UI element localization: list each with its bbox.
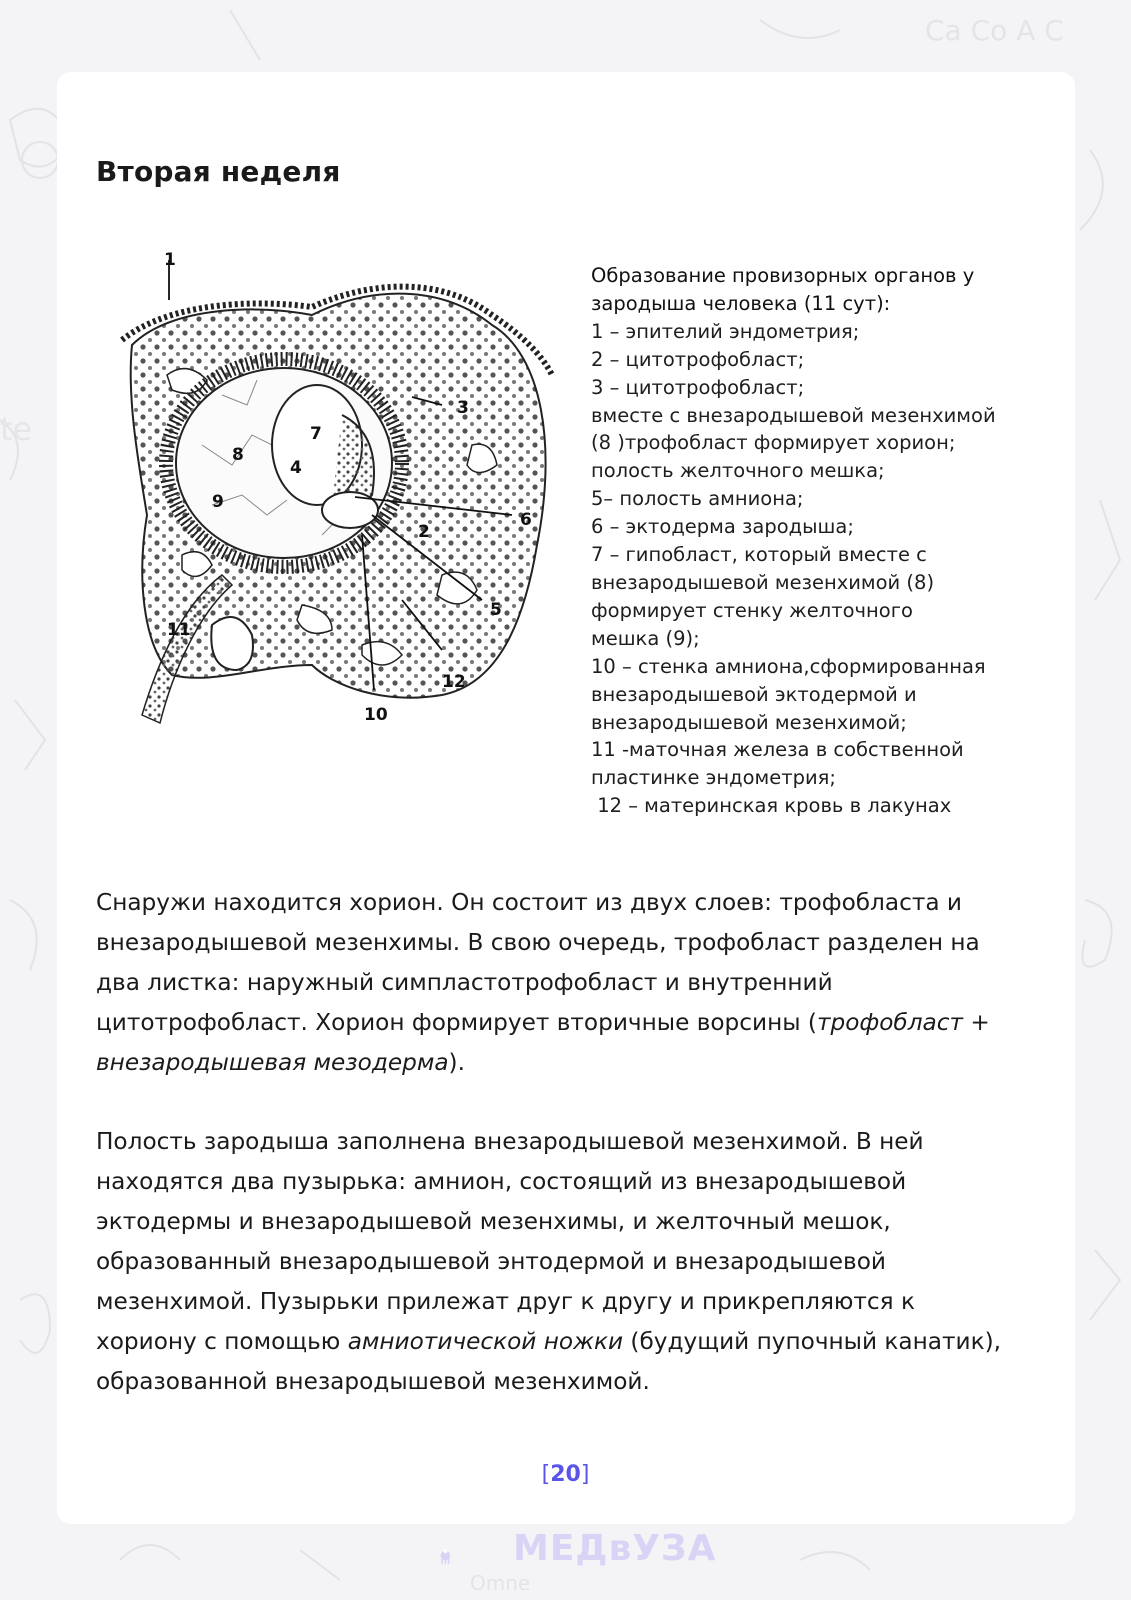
text-run: ). bbox=[448, 1049, 465, 1076]
svg-text:Omne: Omne bbox=[470, 1571, 531, 1595]
svg-text:te: te bbox=[0, 410, 33, 448]
text-run: цитотрофобласт. Хорион формирует вторичные ворсины ( bbox=[96, 1009, 817, 1036]
caption-line: (8 )трофобласт формирует хорион; bbox=[591, 431, 956, 455]
fig-label-5: 5 bbox=[490, 600, 502, 620]
caption-line: Образование провизорных органов у bbox=[591, 264, 975, 287]
text-line: два листка: наружный симпластотрофобласт и внутренний bbox=[96, 969, 833, 996]
page-number-value: 20 bbox=[550, 1462, 581, 1487]
fig-label-6: 6 bbox=[520, 510, 532, 530]
italic-term: трофобласт + bbox=[816, 1009, 990, 1036]
embryo-diagram bbox=[112, 245, 567, 745]
italic-term: амниотической ножки bbox=[347, 1328, 624, 1355]
caption-line: 3 – цитотрофобласт; bbox=[591, 375, 805, 399]
caption-line: зародыша человека (11 сут): bbox=[591, 291, 891, 315]
text-line: эктодермы и внезародышевой мезенхимы, и желточный мешок, bbox=[96, 1208, 891, 1235]
text-line: внезародышевой мезенхимы. В свою очередь, трофобласт разделен на bbox=[96, 929, 980, 956]
fig-label-3: 3 bbox=[457, 398, 469, 418]
page-number bbox=[0, 1462, 1131, 1487]
svg-text:Ca Co A C: Ca Co A C bbox=[925, 14, 1064, 47]
italic-term: внезародышевая мезодерма bbox=[96, 1049, 449, 1076]
text-line bbox=[96, 1003, 1056, 1043]
text-run: хориону с помощью bbox=[96, 1328, 348, 1355]
fig-label-1: 1 bbox=[164, 250, 176, 270]
text-line: Полость зародыша заполнена внезародышевой мезенхимой. В ней bbox=[96, 1128, 924, 1155]
caption-line: внезародышевой мезенхимой (8) bbox=[591, 570, 935, 594]
page-title: Вторая неделя bbox=[96, 155, 341, 188]
caption-line: мешка (9); bbox=[591, 626, 700, 650]
caption-line: 6 – эктодерма зародыша; bbox=[591, 515, 854, 539]
fig-label-12: 12 bbox=[442, 672, 466, 692]
bracket-left-icon: [ bbox=[541, 1462, 551, 1487]
text-line: образованной внезародышевой мезенхимой. bbox=[96, 1368, 650, 1395]
brand-logo-text: МЕДвУЗА bbox=[513, 1528, 717, 1569]
fig-label-8: 8 bbox=[232, 445, 244, 465]
text-run: (будущий пупочный канатик), bbox=[623, 1328, 1002, 1355]
text-line: Снаружи находится хорион. Он состоит из двух слоев: трофобласта и bbox=[96, 889, 962, 916]
fig-label-10: 10 bbox=[364, 705, 388, 725]
text-line: образованный внезародышевой энтодермой и внезародышевой bbox=[96, 1248, 886, 1275]
caption-line: внезародышевой эктодермой и bbox=[591, 682, 917, 706]
text-line: мезенхимой. Пузырьки прилежат друг к другу и прикрепляются к bbox=[96, 1288, 915, 1315]
text-line bbox=[96, 1043, 1056, 1083]
fig-label-2: 2 bbox=[418, 522, 430, 542]
text-line: находятся два пузырька: амнион, состоящий из внезародышевой bbox=[96, 1168, 907, 1195]
fig-label-7: 7 bbox=[310, 424, 322, 444]
brand-mascot-icon bbox=[436, 1527, 506, 1587]
caption-line: 2 – цитотрофобласт; bbox=[591, 347, 805, 371]
bracket-right-icon: ] bbox=[580, 1462, 590, 1487]
fig-label-9: 9 bbox=[212, 492, 224, 512]
fig-label-4: 4 bbox=[290, 458, 302, 478]
caption-line: 11 -маточная железа в собственной bbox=[591, 738, 964, 762]
caption-line: 1 – эпителий эндометрия; bbox=[591, 319, 860, 343]
caption-line: полость желточного мешка; bbox=[591, 459, 885, 483]
figure-caption bbox=[591, 262, 1051, 820]
paragraph-chorion bbox=[96, 883, 1056, 1083]
caption-line: 10 – стенка амниона,сформированная bbox=[591, 654, 986, 678]
caption-line: вместе с внезародышевой мезенхимой bbox=[591, 403, 996, 427]
text-line bbox=[96, 1322, 1056, 1362]
caption-line: 5– полость амниона; bbox=[591, 487, 804, 511]
caption-line: 12 – материнская кровь в лакунах bbox=[591, 794, 952, 818]
paragraph-cavity bbox=[96, 1122, 1056, 1402]
fig-label-11: 11 bbox=[167, 620, 191, 640]
caption-line: внезародышевой мезенхимой; bbox=[591, 710, 907, 734]
caption-line: пластинке эндометрия; bbox=[591, 766, 836, 790]
caption-line: 7 – гипобласт, который вместе с bbox=[591, 543, 927, 567]
caption-line: формирует стенку желточного bbox=[591, 598, 913, 622]
